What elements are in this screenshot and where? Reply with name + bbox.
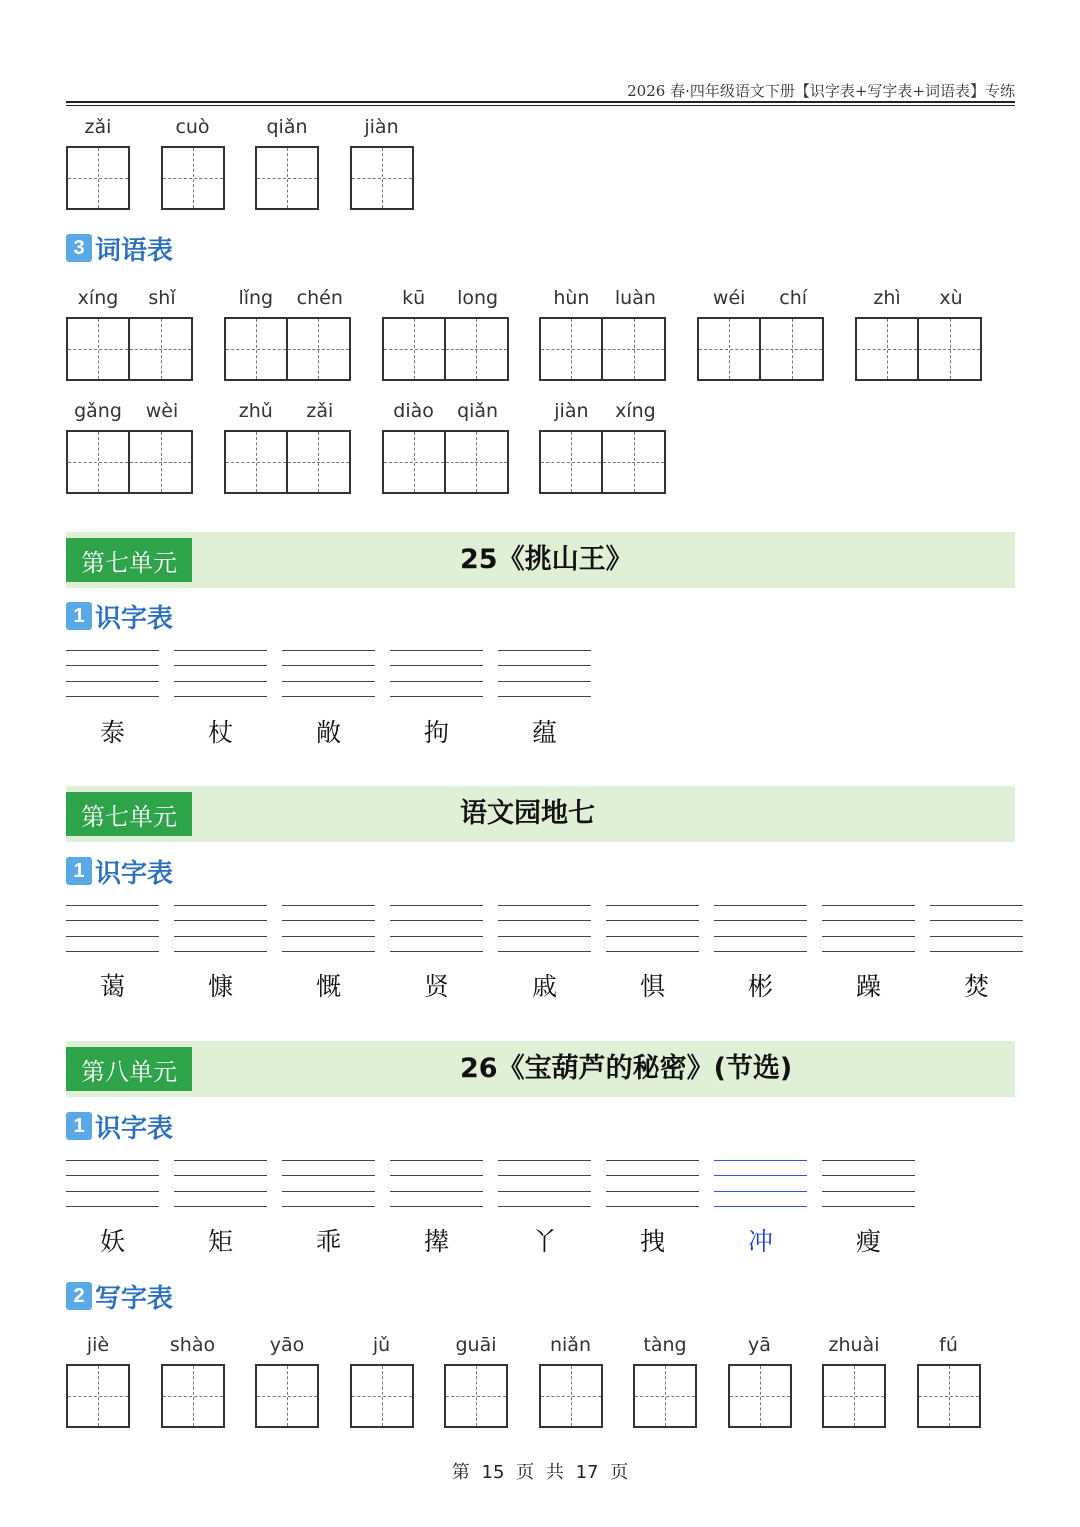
writing-line — [174, 1175, 267, 1176]
writing-line — [282, 1206, 375, 1207]
writing-line — [606, 936, 699, 937]
four-line-writing-grid[interactable] — [822, 1160, 915, 1206]
writing-line — [390, 1175, 483, 1176]
character-label: 泰 — [99, 718, 125, 747]
header-title: 2026 春·四年级语文下册【识字表+写字表+词语表】专练 — [627, 82, 1015, 100]
tianzige-cell[interactable] — [539, 430, 603, 494]
writing-line — [282, 650, 375, 651]
writing-line — [498, 1206, 591, 1207]
character-label: 拘 — [423, 718, 449, 747]
pinyin-label: qiǎn — [457, 400, 499, 422]
writing-line — [714, 951, 807, 952]
character-label: 丫 — [531, 1227, 557, 1256]
writing-line — [390, 650, 483, 651]
section-title-text: 识字表 — [95, 603, 174, 634]
tianzige-cell[interactable] — [224, 430, 288, 494]
writing-line — [498, 681, 591, 682]
pinyin-label: shǐ — [148, 287, 176, 309]
pinyin-labels — [382, 287, 510, 309]
writing-line — [390, 1191, 483, 1192]
section-title-text: 识字表 — [95, 1113, 174, 1144]
unit-label: 第八单元 — [66, 1047, 192, 1091]
tianzige-cells — [444, 1364, 508, 1428]
tianzige-cells — [539, 430, 666, 494]
pinyin-label: luàn — [614, 287, 656, 309]
four-line-writing-grid[interactable] — [822, 905, 915, 951]
writing-line — [606, 905, 699, 906]
pinyin-label: wèi — [145, 400, 179, 422]
pinyin-labels — [697, 287, 825, 309]
writing-line — [390, 951, 483, 952]
writing-line — [714, 1191, 807, 1192]
tianzige-cells — [350, 146, 414, 210]
unit-banner-7b — [66, 786, 1015, 842]
pinyin-labels — [350, 1334, 414, 1356]
tianzige-cells — [66, 1364, 130, 1428]
pinyin-labels — [633, 1334, 697, 1356]
pinyin-labels — [539, 1334, 603, 1356]
pinyin-label: jiàn — [364, 116, 399, 138]
unit-label: 第七单元 — [66, 538, 192, 582]
lesson-title: 25《挑山王》 — [460, 544, 633, 575]
character-label: 焚 — [963, 972, 989, 1001]
lesson-title: 26《宝葫芦的秘密》(节选) — [460, 1053, 793, 1084]
pinyin-label: zǎi — [84, 116, 112, 138]
pinyin-labels — [350, 116, 414, 138]
character-label: 矩 — [207, 1227, 233, 1256]
writing-line — [390, 665, 483, 666]
writing-line — [498, 665, 591, 666]
writing-line — [66, 650, 159, 651]
tianzige-cell[interactable] — [350, 1364, 414, 1428]
tianzige-cells — [633, 1364, 697, 1428]
four-line-writing-grid[interactable] — [282, 1160, 375, 1206]
pinyin-labels — [255, 116, 319, 138]
pinyin-label: tàng — [643, 1334, 687, 1356]
pinyin-label: qiǎn — [266, 116, 308, 138]
writing-line — [822, 920, 915, 921]
tianzige-cell[interactable] — [917, 1364, 981, 1428]
tianzige-cell[interactable] — [161, 1364, 225, 1428]
unit-label: 第七单元 — [66, 792, 192, 836]
tianzige-cell[interactable] — [130, 430, 193, 494]
pinyin-labels — [66, 287, 194, 309]
character-label: 蔼 — [99, 972, 125, 1001]
tianzige-cell[interactable] — [728, 1364, 792, 1428]
writing-line — [498, 905, 591, 906]
writing-line — [714, 1175, 807, 1176]
pinyin-label: cuò — [175, 116, 210, 138]
writing-line — [174, 920, 267, 921]
pinyin-labels — [66, 1334, 130, 1356]
tianzige-cells — [382, 317, 509, 381]
writing-line — [282, 936, 375, 937]
character-label: 撵 — [423, 1227, 449, 1256]
writing-line — [282, 905, 375, 906]
writing-line — [66, 951, 159, 952]
writing-line — [822, 1160, 915, 1161]
tianzige-cell[interactable] — [446, 430, 509, 494]
section-number-badge: 2 — [66, 1282, 92, 1310]
pinyin-label: jiàn — [554, 400, 589, 422]
tianzige-cells — [255, 146, 319, 210]
tianzige-cells — [822, 1364, 886, 1428]
writing-line — [282, 665, 375, 666]
pinyin-label: guāi — [455, 1334, 497, 1356]
pinyin-label: yāo — [269, 1334, 305, 1356]
character-label: 慷 — [207, 972, 233, 1001]
writing-line — [66, 1206, 159, 1207]
writing-line — [66, 665, 159, 666]
writing-line — [498, 936, 591, 937]
tianzige-cell[interactable] — [539, 317, 603, 381]
pinyin-label: zǎi — [306, 400, 334, 422]
pinyin-labels — [539, 287, 667, 309]
tianzige-cells — [382, 430, 509, 494]
pinyin-label: hùn — [553, 287, 590, 309]
four-line-writing-grid[interactable] — [390, 905, 483, 951]
pinyin-label: xíng — [77, 287, 119, 309]
pinyin-labels — [917, 1334, 981, 1356]
writing-line — [930, 920, 1023, 921]
writing-line — [282, 1191, 375, 1192]
writing-line — [390, 936, 483, 937]
character-label: 乖 — [315, 1227, 341, 1256]
character-label: 杖 — [207, 718, 233, 747]
character-label: 贤 — [423, 972, 449, 1001]
section-number-badge: 1 — [66, 857, 92, 885]
four-line-writing-grid[interactable] — [714, 1160, 807, 1206]
writing-line — [66, 1160, 159, 1161]
pinyin-labels — [382, 400, 510, 422]
pinyin-label: kū — [402, 287, 426, 309]
tianzige-cell[interactable] — [255, 1364, 319, 1428]
pinyin-label: jiè — [86, 1334, 110, 1356]
pinyin-label: zhì — [873, 287, 901, 309]
writing-line — [390, 681, 483, 682]
writing-line — [822, 1206, 915, 1207]
writing-line — [282, 1175, 375, 1176]
tianzige-cells — [539, 1364, 603, 1428]
tianzige-cells — [66, 146, 130, 210]
writing-line — [174, 681, 267, 682]
tianzige-cells — [917, 1364, 981, 1428]
writing-line — [606, 1160, 699, 1161]
tianzige-cell[interactable] — [66, 1364, 130, 1428]
tianzige-cell[interactable] — [919, 317, 982, 381]
writing-line — [66, 696, 159, 697]
unit-banner-7a — [66, 532, 1015, 588]
tianzige-cell[interactable] — [444, 1364, 508, 1428]
tianzige-cell[interactable] — [350, 146, 414, 210]
pinyin-label: zhuài — [828, 1334, 880, 1356]
tianzige-cell[interactable] — [288, 430, 351, 494]
character-label: 躁 — [855, 972, 881, 1001]
pinyin-labels — [66, 116, 130, 138]
tianzige-cell[interactable] — [855, 317, 919, 381]
document-header — [66, 78, 1015, 108]
writing-line — [174, 1160, 267, 1161]
writing-line — [66, 681, 159, 682]
tianzige-cell[interactable] — [66, 430, 130, 494]
writing-line — [174, 650, 267, 651]
four-line-writing-grid[interactable] — [66, 650, 159, 696]
writing-line — [174, 696, 267, 697]
four-line-writing-grid[interactable] — [390, 650, 483, 696]
tianzige-cells — [161, 1364, 225, 1428]
writing-line — [282, 681, 375, 682]
four-line-writing-grid[interactable] — [174, 650, 267, 696]
tianzige-cell[interactable] — [255, 146, 319, 210]
writing-line — [390, 920, 483, 921]
section-title-text: 写字表 — [95, 1283, 174, 1314]
tianzige-cell[interactable] — [761, 317, 824, 381]
character-label: 彬 — [747, 972, 773, 1001]
pinyin-labels — [66, 400, 194, 422]
header-rule — [66, 101, 1015, 103]
page-footer: 第 15 页 共 17 页 — [451, 1462, 629, 1483]
tianzige-cell[interactable] — [603, 430, 666, 494]
character-label: 慨 — [315, 972, 341, 1001]
writing-line — [498, 1175, 591, 1176]
pinyin-label: shào — [169, 1334, 216, 1356]
pinyin-label: fú — [939, 1334, 958, 1356]
writing-line — [606, 951, 699, 952]
writing-line — [498, 650, 591, 651]
writing-line — [390, 905, 483, 906]
writing-line — [714, 936, 807, 937]
tianzige-cell[interactable] — [446, 317, 509, 381]
tianzige-cells — [855, 317, 982, 381]
writing-line — [174, 1206, 267, 1207]
four-line-writing-grid[interactable] — [714, 905, 807, 951]
character-label: 戚 — [531, 972, 557, 1001]
writing-line — [174, 1191, 267, 1192]
writing-line — [390, 1206, 483, 1207]
writing-line — [606, 1175, 699, 1176]
pinyin-label: xù — [939, 287, 963, 309]
writing-line — [822, 1191, 915, 1192]
tianzige-cells — [224, 317, 351, 381]
four-line-writing-grid[interactable] — [498, 905, 591, 951]
four-line-writing-grid[interactable] — [282, 905, 375, 951]
writing-line — [390, 696, 483, 697]
tianzige-cells — [66, 317, 193, 381]
writing-line — [606, 1191, 699, 1192]
tianzige-cell[interactable] — [224, 317, 288, 381]
four-line-writing-grid[interactable] — [606, 905, 699, 951]
tianzige-cells — [66, 430, 193, 494]
tianzige-cell[interactable] — [822, 1364, 886, 1428]
tianzige-cell[interactable] — [603, 317, 666, 381]
pinyin-labels — [855, 287, 983, 309]
pinyin-label: long — [457, 287, 499, 309]
pinyin-label: jǔ — [372, 1334, 391, 1356]
section-title-text: 识字表 — [95, 858, 174, 889]
pinyin-label: zhǔ — [238, 400, 273, 422]
pinyin-label: gǎng — [74, 400, 122, 422]
tianzige-cells — [728, 1364, 792, 1428]
tianzige-cell[interactable] — [539, 1364, 603, 1428]
tianzige-cell[interactable] — [382, 430, 446, 494]
writing-line — [66, 920, 159, 921]
pinyin-labels — [161, 116, 225, 138]
pinyin-label: diào — [393, 400, 434, 422]
tianzige-cell[interactable] — [697, 317, 761, 381]
pinyin-labels — [161, 1334, 225, 1356]
tianzige-cell[interactable] — [66, 146, 130, 210]
pinyin-labels — [255, 1334, 319, 1356]
writing-line — [66, 1175, 159, 1176]
writing-line — [930, 905, 1023, 906]
header-rule-thin — [66, 105, 1015, 106]
writing-line — [66, 1191, 159, 1192]
tianzige-cell[interactable] — [382, 317, 446, 381]
tianzige-cells — [697, 317, 824, 381]
lesson-title: 语文园地七 — [460, 798, 595, 829]
character-label: 敞 — [315, 718, 341, 747]
writing-line — [498, 1191, 591, 1192]
writing-line — [174, 936, 267, 937]
writing-line — [822, 936, 915, 937]
writing-line — [174, 665, 267, 666]
pinyin-label: xíng — [615, 400, 656, 422]
writing-line — [714, 1160, 807, 1161]
writing-line — [282, 696, 375, 697]
tianzige-cell[interactable] — [161, 146, 225, 210]
section-number-badge: 1 — [66, 1112, 92, 1140]
four-line-writing-grid[interactable] — [498, 650, 591, 696]
section-title-text: 词语表 — [95, 235, 174, 266]
section-ciyu-title — [66, 232, 173, 264]
writing-line — [66, 936, 159, 937]
four-line-writing-grid[interactable] — [930, 905, 1023, 951]
tianzige-cells — [161, 146, 225, 210]
writing-line — [606, 1206, 699, 1207]
writing-line — [822, 951, 915, 952]
tianzige-cells — [255, 1364, 319, 1428]
pinyin-label: wéi — [712, 287, 746, 309]
pinyin-labels — [224, 400, 352, 422]
section-shizi-title-8 — [66, 1110, 173, 1142]
pinyin-label: niǎn — [549, 1334, 591, 1356]
writing-line — [930, 951, 1023, 952]
writing-line — [498, 920, 591, 921]
character-label: 惧 — [639, 972, 665, 1001]
four-line-writing-grid[interactable] — [390, 1160, 483, 1206]
writing-line — [282, 920, 375, 921]
writing-line — [174, 951, 267, 952]
writing-line — [498, 951, 591, 952]
four-line-writing-grid[interactable] — [282, 650, 375, 696]
character-label: 妖 — [99, 1227, 125, 1256]
pinyin-label: chí — [779, 287, 808, 309]
writing-line — [498, 1160, 591, 1161]
writing-line — [66, 905, 159, 906]
writing-line — [390, 1160, 483, 1161]
section-number-badge: 1 — [66, 602, 92, 630]
four-line-writing-grid[interactable] — [174, 1160, 267, 1206]
writing-line — [822, 1175, 915, 1176]
four-line-writing-grid[interactable] — [66, 1160, 159, 1206]
tianzige-cells — [539, 317, 666, 381]
section-number-badge: 3 — [66, 234, 92, 262]
pinyin-labels — [728, 1334, 792, 1356]
character-label: 拽 — [639, 1227, 665, 1256]
character-label: 冲 — [747, 1227, 773, 1256]
writing-line — [714, 920, 807, 921]
character-label: 蕴 — [531, 718, 557, 747]
pinyin-labels — [444, 1334, 508, 1356]
tianzige-cell[interactable] — [288, 317, 351, 381]
section-shizi-title-7b — [66, 855, 173, 887]
four-line-writing-grid[interactable] — [498, 1160, 591, 1206]
writing-line — [822, 905, 915, 906]
section-xiezi-title-8 — [66, 1280, 173, 1312]
pinyin-label: chén — [296, 287, 343, 309]
pinyin-labels — [539, 400, 667, 422]
tianzige-cells — [224, 430, 351, 494]
writing-line — [282, 1160, 375, 1161]
writing-line — [930, 936, 1023, 937]
character-label: 瘦 — [855, 1227, 881, 1256]
pinyin-labels — [224, 287, 352, 309]
writing-line — [174, 905, 267, 906]
pinyin-label: yā — [748, 1334, 771, 1356]
four-line-writing-grid[interactable] — [606, 1160, 699, 1206]
unit-banner-8 — [66, 1041, 1015, 1097]
writing-line — [714, 905, 807, 906]
writing-line — [714, 1206, 807, 1207]
tianzige-cells — [350, 1364, 414, 1428]
four-line-writing-grid[interactable] — [174, 905, 267, 951]
section-shizi-title-7a — [66, 600, 173, 632]
tianzige-cell[interactable] — [633, 1364, 697, 1428]
tianzige-cell[interactable] — [130, 317, 193, 381]
tianzige-cell[interactable] — [66, 317, 130, 381]
four-line-writing-grid[interactable] — [66, 905, 159, 951]
writing-line — [282, 951, 375, 952]
pinyin-labels — [822, 1334, 886, 1356]
writing-line — [606, 920, 699, 921]
writing-line — [498, 696, 591, 697]
pinyin-label: lǐng — [238, 287, 274, 309]
